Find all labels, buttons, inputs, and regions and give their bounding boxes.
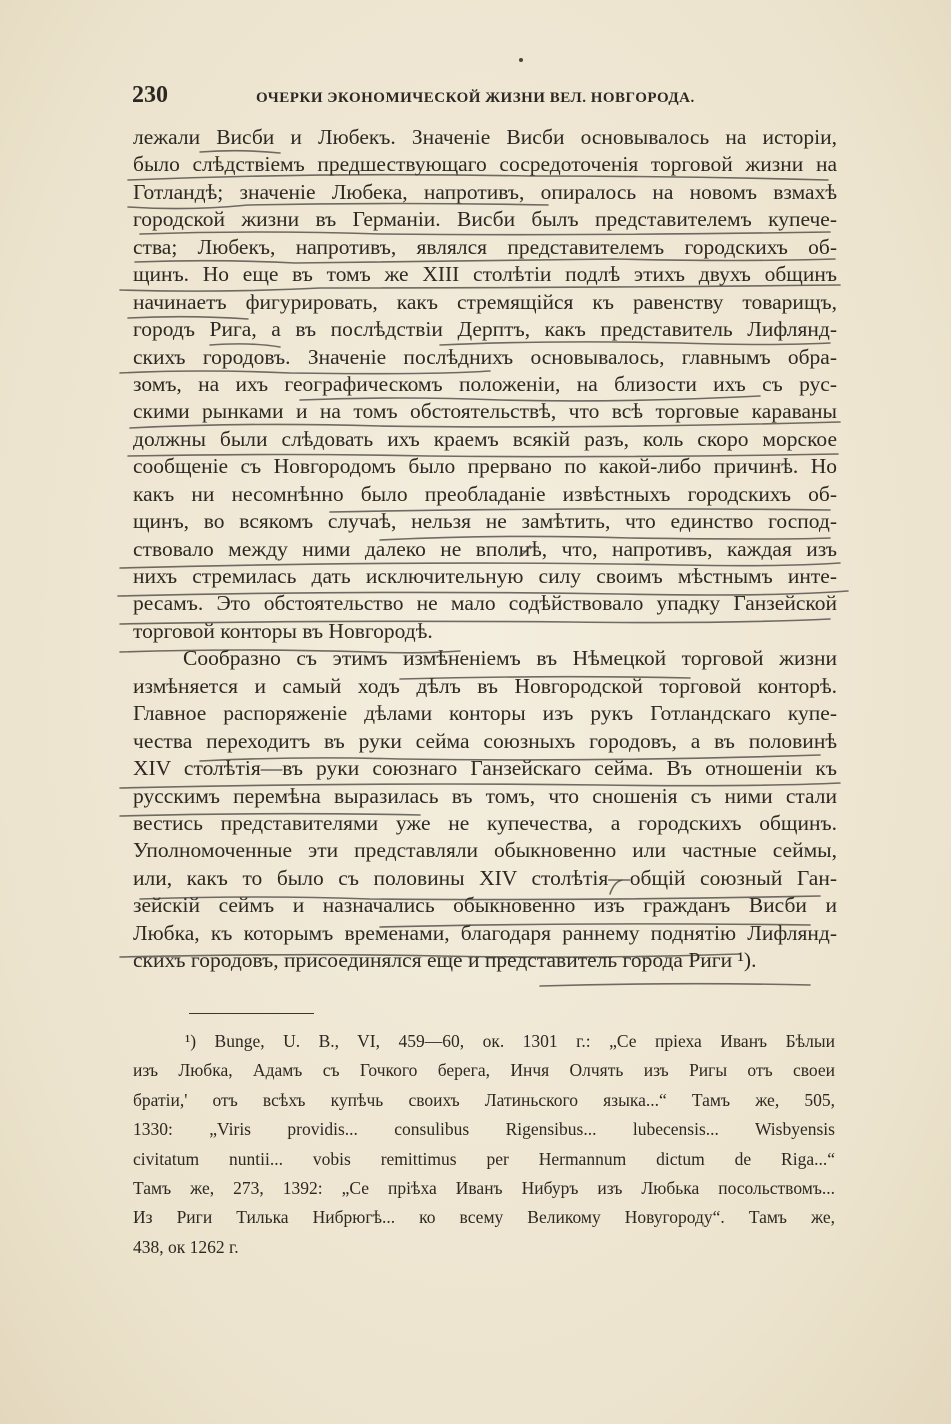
text-line: скими рынками и на томъ обстоятельствѣ, что всѣ торговые караваны: [133, 399, 837, 424]
footnote-line: 438, ок 1262 г.: [133, 1236, 239, 1257]
footnote-line: civitatum nuntii... vobis remittimus per Hermannum dictum de Riga...“: [133, 1148, 835, 1169]
text-line: было слѣдствіемъ предшествующаго сосредоточенія торговой жизни на: [133, 152, 837, 177]
text-line: зомъ, на ихъ географическомъ положеніи, на близости ихъ съ рус-: [133, 371, 837, 396]
text-line: скихъ городовъ. Значеніе послѣднихъ основывалось, главнымъ обра-: [133, 344, 837, 369]
page-header: [132, 82, 842, 116]
text-line: городъ Рига, а въ послѣдствіи Дерптъ, какъ представитель Лифлянд-: [133, 317, 837, 342]
body-text: [133, 124, 837, 975]
text-line: Главное распоряженіе дѣлами конторы изъ рукъ Готландскаго купе-: [133, 701, 837, 726]
text-line: щинъ, во всякомъ случаѣ, нельзя не замѣтить, что единство господ-: [133, 509, 837, 534]
footnote-rule: [189, 1013, 314, 1014]
footnote-line: изъ Любка, Адамъ съ Гочкого берега, Инчя Олчять изъ Ригы отъ своеи: [133, 1060, 835, 1081]
text-line: или, какъ то было съ половины XIV столѣтія—общій союзный Ган-: [133, 865, 837, 890]
ink-dot: [519, 58, 523, 62]
text-line: торговой конторы въ Новгородѣ.: [133, 618, 433, 643]
text-line: Уполномоченные эти представляли обыкновенно или частные сеймы,: [133, 838, 837, 863]
text-line: сообщеніе съ Новгородомъ было прервано по какой-либо причинѣ. Но: [133, 454, 837, 479]
footnote-line: братіи,' отъ всѣхъ купѣчь своихъ Латиньского языка...“ Тамъ же, 505,: [133, 1089, 835, 1110]
pencil-mark: [540, 984, 810, 986]
text-line: должны были слѣдовать ихъ краемъ всякій разъ, коль скоро морское: [133, 426, 837, 451]
text-line: нихъ стремилась дать исключительную силу своимъ мѣстнымъ инте-: [133, 564, 837, 588]
running-head: ОЧЕРКИ ЭКОНОМИЧЕСКОЙ ЖИЗНИ ВЕЛ. НОВГОРОДА.: [256, 90, 695, 106]
footnote-line: Из Риги Тилька Нибрюгѣ... ко всему Великому Новугороду“. Тамъ же,: [133, 1207, 835, 1228]
footnote-line: ¹) Bunge, U. B., VI, 459—60, ок. 1301 г.: „Се пріеха Иванъ Бѣлыи: [185, 1031, 835, 1051]
text-line: ствовало между ними далеко не вполнѣ, что, напротивъ, каждая изъ: [133, 536, 837, 561]
text-line: Готландѣ; значеніе Любека, напротивъ, опиралось на новомъ взмахѣ: [133, 179, 837, 204]
text-line: лежали Висби и Любекъ. Значеніе Висби основывалось на исторіи,: [133, 125, 837, 149]
text-line: ресамъ. Это обстоятельство не мало содѣйствовало упадку Ганзейской: [133, 591, 837, 616]
text-line: Любка, къ которымъ временами, благодаря раннему поднятію Лифлянд-: [133, 920, 837, 945]
text-line: зейскій сеймъ и назначались обыкновенно изъ гражданъ Висби и: [133, 893, 837, 918]
text-line: измѣняется и самый ходъ дѣлъ въ Новгородской торговой конторѣ.: [133, 673, 837, 698]
text-line: XIV столѣтія—въ руки союзнаго Ганзейскаго сейма. Въ отношеніи къ: [133, 756, 837, 781]
footnote-line: 1330: „Viris providis... consulibus Rigensibus... lubecensis... Wisbyensis: [133, 1119, 835, 1140]
text-line: щинъ. Но еще въ томъ же XIII столѣтіи подлѣ этихъ двухъ общинъ: [133, 262, 837, 287]
text-line: какъ ни несомнѣнно было преобладаніе извѣстныхъ городскихъ об-: [133, 481, 837, 506]
text-line: начинаетъ фигурировать, какъ стремящійся къ равенству товарищъ,: [133, 289, 837, 314]
text-line: вестись представителями уже не купечества, а городскихъ общинъ.: [133, 810, 837, 835]
text-line: ства; Любекъ, напротивъ, являлся представителемъ городскихъ об-: [133, 234, 837, 259]
text-line: скихъ городовъ, присоединялся еще и представитель города Риги ¹).: [133, 948, 757, 973]
page-number: 230: [132, 82, 168, 108]
footnote: [133, 1027, 835, 1262]
text-line: чества переходитъ въ руки сейма союзныхъ городовъ, а въ половинѣ: [133, 728, 837, 753]
text-line: городской жизни въ Германіи. Висби былъ представителемъ купече-: [133, 207, 837, 232]
text-line: Сообразно съ этимъ измѣненіемъ въ Нѣмецкой торговой жизни: [183, 646, 837, 671]
footnote-line: Тамъ же, 273, 1392: „Се пріѣха Иванъ Нибуръ изъ Любька посольствомъ...: [133, 1177, 835, 1198]
text-line: русскимъ перемѣна выразилась въ томъ, что сношенія съ ними стали: [133, 783, 837, 808]
